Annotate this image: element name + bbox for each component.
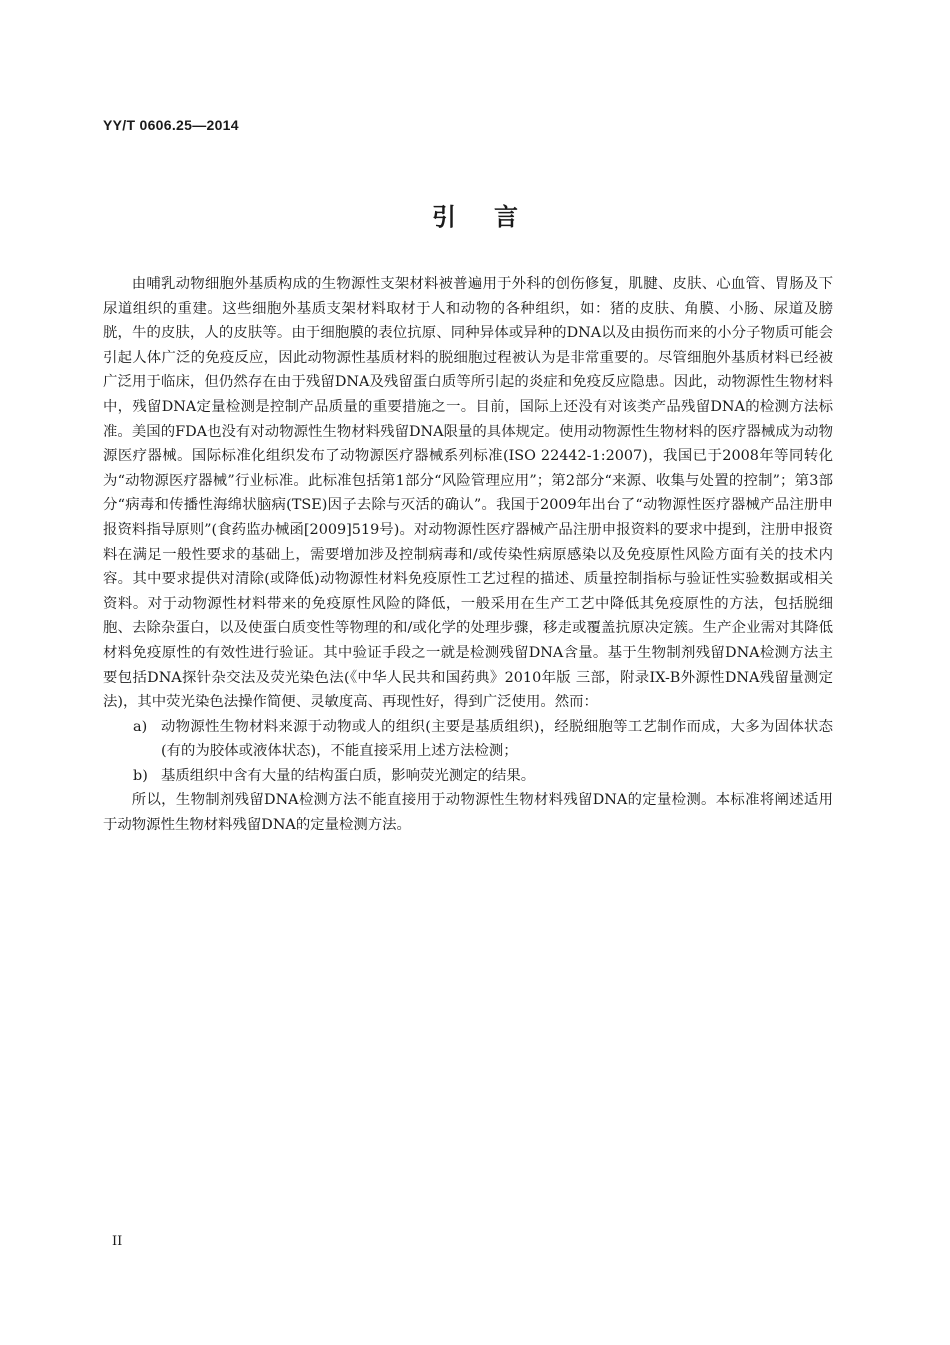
page-number: II [112,1234,123,1249]
standard-code: YY/T 0606.25—2014 [103,117,239,133]
list-marker: a) [133,718,148,735]
list-marker: b) [133,767,148,784]
closing-paragraph: 所以，生物制剂残留DNA检测方法不能直接用于动物源性生物材料残留DNA的定量检测。本标准将阐述适用于动物源性生物材料残留DNA的定量检测方法。 [103,792,833,834]
document-body [103,272,833,838]
list-item [103,764,833,789]
page-title: 引言 [432,203,556,231]
list-item-text: 动物源性生物材料来源于动物或人的组织(主要是基质组织)，经脱细胞等工艺制作而成，大多为固体状态(有的为胶体或液体状态)，不能直接采用上述方法检测； [161,718,833,760]
list-item-text: 基质组织中含有大量的结构蛋白质，影响荧光测定的结果。 [161,767,536,784]
intro-paragraph: 由哺乳动物细胞外基质构成的生物源性支架材料被普遍用于外科的创伤修复，肌腱、皮肤、心血管、胃肠及下尿道组织的重建。这些细胞外基质支架材料取材于人和动物的各种组织，如：猪的皮肤、角膜、小肠、尿道及膀胱，牛的皮肤，人的皮肤等。由于细胞膜的表位抗原、同种异体或异种的DNA以及由损伤而来的小分子物质可能会引起人体广泛的免疫反应，因此动物源性基质材料的脱细胞过程被认为是非常重要的。尽管细胞外基质材料已经被广泛用于临床，但仍然存在由于残留DNA及残留蛋白质等所引起的炎症和免疫反应隐患。因此，动物源性生物材料中，残留DNA定量检测是控制产品质量的重要措施之一。目前，国际上还没有对该类产品残留DNA的检测方法标准。美国的FDA也没有对动物源性生物材料残留DNA限量的具体规定。使用动物源性生物材料的医疗器械成为动物源医疗器械。国际标准化组织发布了动物源医疗器械系列标准(ISO 22442-1:2007)，我国已于2008年等同转化为“动物源医疗器械”行业标准。此标准包括第1部分“风险管理应用”；第2部分“来源、收集与处置的控制”；第3部分“病毒和传播性海绵状脑病(TSE)因子去除与灭活的确认”。我国于2009年出台了“动物源性医疗器械产品注册申报资料指导原则”(食药监办械函[2009]519号)。对动物源性医疗器械产品注册申报资料的要求中提到，注册申报资料在满足一般性要求的基础上，需要增加涉及控制病毒和/或传染性病原感染以及免疫原性风险方面有关的技术内容。其中要求提供对清除(或降低)动物源性材料免疫原性工艺过程的描述、质量控制指标与验证性实验数据或相关资料。对于动物源性材料带来的免疫原性风险的降低，一般采用在生产工艺中降低其免疫原性的方法，包括脱细胞、去除杂蛋白，以及使蛋白质变性等物理的和/或化学的处理步骤，移走或覆盖抗原决定簇。生产企业需对其降低材料免疫原性的有效性进行验证。其中验证手段之一就是检测残留DNA含量。基于生物制剂残留DNA检测方法主要包括DNA探针杂交法及荧光染色法(《中华人民共和国药典》2010年版 三部，附录IX-B外源性DNA残留量测定法)，其中荧光染色法操作简便、灵敏度高、再现性好，得到广泛使用。然而： [103,276,833,711]
list-item [103,715,833,764]
